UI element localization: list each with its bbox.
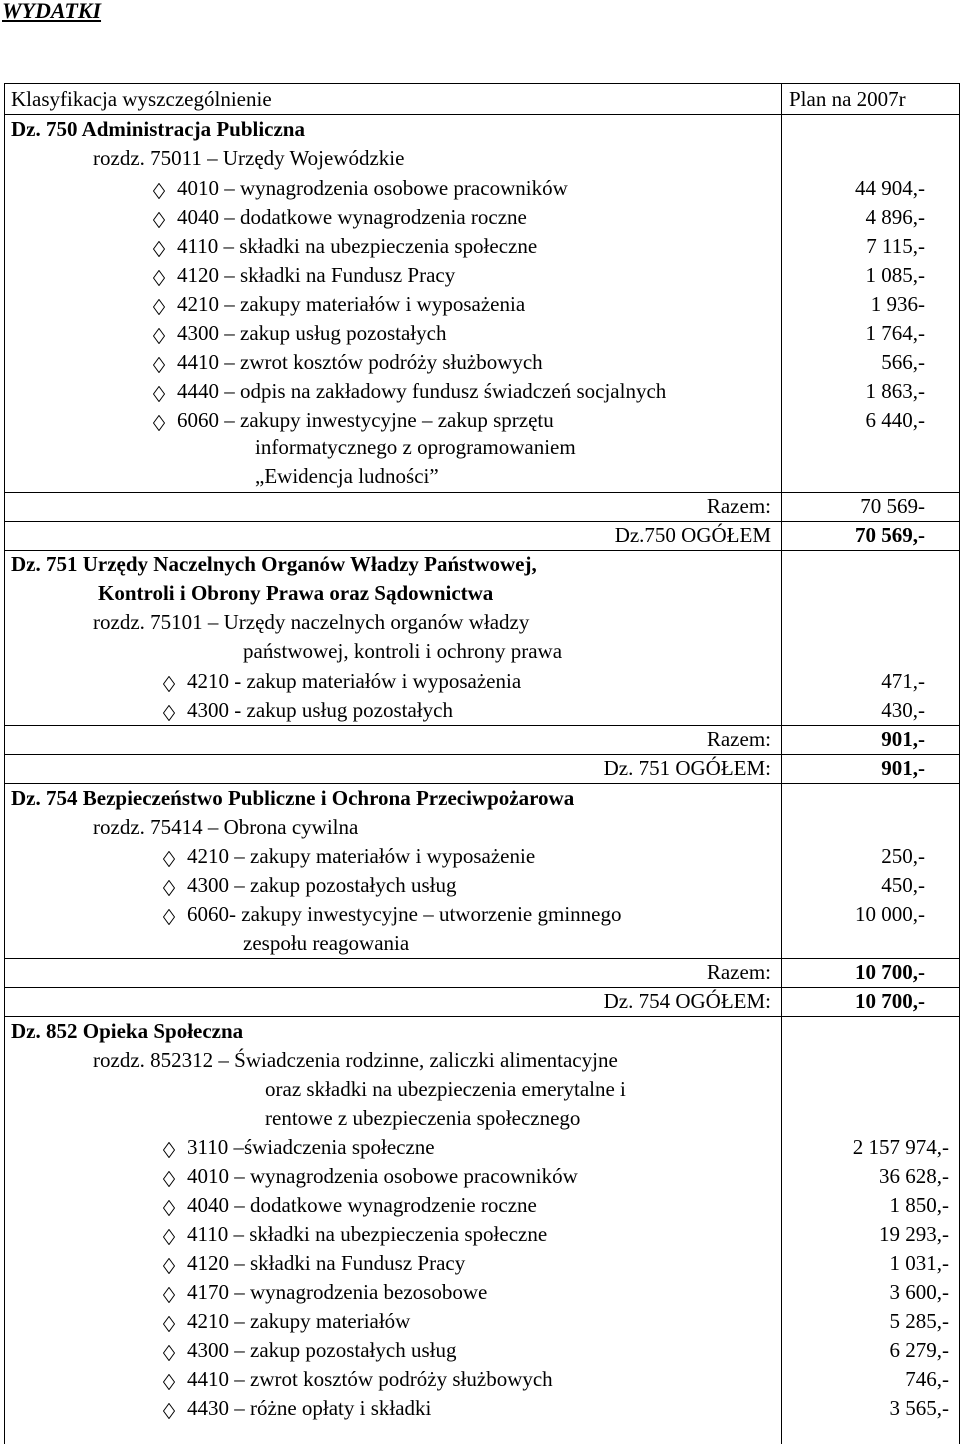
item-label: 4410 – zwrot kosztów podróży służbowych (187, 1367, 553, 1391)
item-label: 4300 – zakup pozostałych usług (187, 1338, 457, 1362)
item-amount: 36 628,- (879, 1164, 949, 1188)
item-amount: 566,- (881, 350, 925, 374)
section-750-title: Dz. 750 Administracja Publiczna (11, 117, 305, 141)
item-label: 4410 – zwrot kosztów podróży służbowych (177, 350, 543, 374)
list-bullet-diamond-icon (163, 1400, 175, 1416)
list-bullet-diamond-icon (163, 1197, 175, 1213)
list-bullet-diamond-icon (163, 877, 175, 893)
list-bullet-diamond-icon (163, 1255, 175, 1271)
section-750-item-cont-2: „Ewidencja ludności” (255, 464, 439, 488)
section-754-title: Dz. 754 Bezpieczeństwo Publiczne i Ochrona Przeciwpożarowa (11, 786, 575, 810)
section-750-razem-label: Razem: (706, 494, 771, 518)
section-751-rozdz-2: państwowej, kontroli i ochrony prawa (243, 639, 563, 663)
list-bullet-diamond-icon (153, 267, 165, 283)
item-label: 4210 – zakupy materiałów i wyposażenie (187, 844, 536, 868)
item-label: 6060- zakupy inwestycyjne – utworzenie gminnego (187, 902, 622, 926)
list-bullet-diamond-icon (153, 412, 165, 428)
section-754-total-amount: 10 700,- (855, 989, 925, 1013)
header-classification: Klasyfikacja wyszczególnienie (11, 87, 272, 111)
list-bullet-diamond-icon (163, 1226, 175, 1242)
list-bullet-diamond-icon (163, 906, 175, 922)
item-label: 6060 – zakupy inwestycyjne – zakup sprzętu (177, 408, 554, 432)
item-label: 4440 – odpis na zakładowy fundusz świadczeń socjalnych (177, 379, 667, 403)
item-amount: 7 115,- (866, 234, 925, 258)
item-label: 4040 – dodatkowe wynagrodzenie roczne (187, 1193, 537, 1217)
item-amount: 471,- (881, 669, 925, 693)
item-label: 4300 – zakup pozostałych usług (187, 873, 457, 897)
item-amount: 450,- (881, 873, 925, 897)
section-751-total-label: Dz. 751 OGÓŁEM: (603, 756, 771, 780)
item-label: 4010 – wynagrodzenia osobowe pracowników (177, 176, 568, 200)
item-amount: 1 764,- (865, 321, 925, 345)
item-amount: 6 279,- (889, 1338, 949, 1362)
item-amount: 2 157 974,- (852, 1135, 949, 1159)
item-label: 4210 – zakupy materiałów (187, 1309, 411, 1333)
item-amount: 250,- (881, 844, 925, 868)
section-751-title-1: Dz. 751 Urzędy Naczelnych Organów Władzy Państwowej, (11, 552, 537, 576)
section-852-rozdz-1: rozdz. 852312 – Świadczenia rodzinne, zaliczki alimentacyjne (93, 1048, 618, 1072)
item-amount: 1 085,- (865, 263, 925, 287)
item-label: 3110 –świadczenia społeczne (187, 1135, 435, 1159)
item-label: 4300 – zakup usług pozostałych (177, 321, 447, 345)
list-bullet-diamond-icon (153, 383, 165, 399)
item-amount: 3 600,- (889, 1280, 949, 1304)
item-label: 4110 – składki na ubezpieczenia społeczne (187, 1222, 548, 1246)
list-bullet-diamond-icon (153, 180, 165, 196)
item-amount: 10 000,- (855, 902, 925, 926)
section-750-total-label: Dz.750 OGÓŁEM (614, 523, 771, 547)
section-852-rozdz-3: rentowe z ubezpieczenia społecznego (265, 1106, 581, 1130)
item-label: 4120 – składki na Fundusz Pracy (177, 263, 456, 287)
list-bullet-diamond-icon (153, 354, 165, 370)
list-bullet-diamond-icon (163, 1284, 175, 1300)
section-750-total-amount: 70 569,- (855, 523, 925, 547)
list-bullet-diamond-icon (163, 1168, 175, 1184)
item-label: 4170 – wynagrodzenia bezosobowe (187, 1280, 488, 1304)
item-label: 4010 – wynagrodzenia osobowe pracowników (187, 1164, 578, 1188)
item-amount: 19 293,- (879, 1222, 949, 1246)
item-label: 4040 – dodatkowe wynagrodzenia roczne (177, 205, 527, 229)
list-bullet-diamond-icon (163, 1313, 175, 1329)
list-bullet-diamond-icon (163, 673, 175, 689)
column-divider (781, 84, 782, 1444)
list-bullet-diamond-icon (163, 1371, 175, 1387)
item-label: 4210 - zakup materiałów i wyposażenia (187, 669, 522, 693)
item-amount: 1 936- (870, 292, 925, 316)
section-754-total-label: Dz. 754 OGÓŁEM: (603, 989, 771, 1013)
section-852-rozdz-2: oraz składki na ubezpieczenia emerytalne i (265, 1077, 626, 1101)
section-751-title-2: Kontroli i Obrony Prawa oraz Sądownictwa (98, 581, 494, 605)
section-751-rozdz-1: rozdz. 75101 – Urzędy naczelnych organów władzy (93, 610, 530, 634)
item-amount: 4 896,- (865, 205, 925, 229)
item-amount: 1 850,- (889, 1193, 949, 1217)
item-amount: 5 285,- (889, 1309, 949, 1333)
list-bullet-diamond-icon (163, 702, 175, 718)
section-750-rozdz: rozdz. 75011 – Urzędy Wojewódzkie (93, 146, 405, 170)
list-bullet-diamond-icon (153, 209, 165, 225)
section-754-rozdz: rozdz. 75414 – Obrona cywilna (93, 815, 359, 839)
item-amount: 6 440,- (865, 408, 925, 432)
list-bullet-diamond-icon (153, 296, 165, 312)
list-bullet-diamond-icon (163, 1342, 175, 1358)
section-751-razem-amount: 901,- (881, 727, 925, 751)
section-754-razem-amount: 10 700,- (855, 960, 925, 984)
list-bullet-diamond-icon (163, 848, 175, 864)
item-label: 4120 – składki na Fundusz Pracy (187, 1251, 466, 1275)
list-bullet-diamond-icon (153, 325, 165, 341)
item-label: 4300 - zakup usług pozostałych (187, 698, 453, 722)
section-754-razem-label: Razem: (706, 960, 771, 984)
list-bullet-diamond-icon (163, 1139, 175, 1155)
item-amount: 1 863,- (865, 379, 925, 403)
document-title: WYDATKI (2, 0, 102, 23)
list-bullet-diamond-icon (153, 238, 165, 254)
item-amount: 3 565,- (889, 1396, 949, 1420)
item-label: 4430 – różne opłaty i składki (187, 1396, 432, 1420)
budget-table (4, 83, 960, 1444)
item-amount: 430,- (881, 698, 925, 722)
section-750-razem-amount: 70 569- (860, 494, 925, 518)
item-amount: 1 031,- (889, 1251, 949, 1275)
section-751-total-amount: 901,- (881, 756, 925, 780)
item-amount: 44 904,- (855, 176, 925, 200)
section-754-item-cont: zespołu reagowania (243, 931, 410, 955)
section-852-title: Dz. 852 Opieka Społeczna (11, 1019, 244, 1043)
item-label: 4110 – składki na ubezpieczenia społeczne (177, 234, 538, 258)
item-label: 4210 – zakupy materiałów i wyposażenia (177, 292, 526, 316)
item-amount: 746,- (905, 1367, 949, 1391)
section-751-razem-label: Razem: (706, 727, 771, 751)
header-plan: Plan na 2007r (789, 87, 906, 111)
section-750-item-cont-1: informatycznego z oprogramowaniem (255, 435, 576, 459)
